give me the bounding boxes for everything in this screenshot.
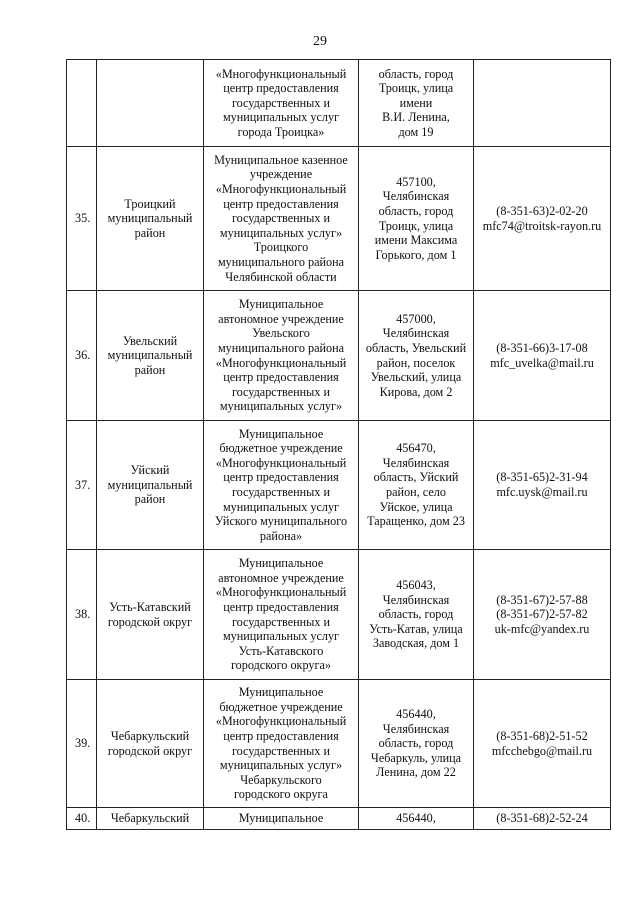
row-number: 36. [67, 291, 97, 421]
table-row [67, 291, 611, 421]
organization-cell: Муниципальное бюджетное учреждение «Многофункциональный центр предоставления государственных и муниципальных услуг Уйского муниципального района» [204, 421, 359, 550]
address-cell: 456440, [359, 808, 474, 830]
municipality-cell: Троицкий муниципальный район [97, 147, 204, 291]
row-number [67, 60, 97, 147]
contacts-cell: (8-351-66)3-17-08 mfc_uvelka@mail.ru [474, 291, 611, 421]
organization-cell: «Многофункциональный центр предоставления государственных и муниципальных услуг города Троицка» [204, 60, 359, 147]
organization-cell: Муниципальное казенное учреждение «Многофункциональный центр предоставления государственных и муниципальных услуг» Троицкого муниципального района Челябинской области [204, 147, 359, 291]
address-cell: 456043, Челябинская область, город Усть-Катав, улица Заводская, дом 1 [359, 550, 474, 680]
address-cell: область, город Троицк, улица имени В.И. Ленина, дом 19 [359, 60, 474, 147]
address-cell: 456440, Челябинская область, город Чебаркуль, улица Ленина, дом 22 [359, 680, 474, 808]
municipality-cell: Усть-Катавский городской округ [97, 550, 204, 680]
table-row [67, 550, 611, 680]
contacts-cell: (8-351-63)2-02-20 mfc74@troitsk-rayon.ru [474, 147, 611, 291]
table-row [67, 680, 611, 808]
contacts-cell [474, 60, 611, 147]
municipality-cell: Чебаркульский [97, 808, 204, 830]
organization-cell: Муниципальное бюджетное учреждение «Многофункциональный центр предоставления государственных и муниципальных услуг» Чебаркульского городского округа [204, 680, 359, 808]
row-number: 39. [67, 680, 97, 808]
address-cell: 457100, Челябинская область, город Троицк, улица имени Максима Горького, дом 1 [359, 147, 474, 291]
table-row [67, 808, 611, 830]
row-number: 37. [67, 421, 97, 550]
municipality-cell: Уйский муниципальный район [97, 421, 204, 550]
municipality-cell: Увельский муниципальный район [97, 291, 204, 421]
contacts-cell: (8-351-65)2-31-94 mfc.uysk@mail.ru [474, 421, 611, 550]
address-cell: 456470, Челябинская область, Уйский район, село Уйское, улица Таращенко, дом 23 [359, 421, 474, 550]
row-number: 38. [67, 550, 97, 680]
table-row [67, 60, 611, 147]
row-number: 40. [67, 808, 97, 830]
contacts-cell: (8-351-68)2-51-52 mfcchebgo@mail.ru [474, 680, 611, 808]
municipality-cell: Чебаркульский городской округ [97, 680, 204, 808]
contacts-cell: (8-351-67)2-57-88 (8-351-67)2-57-82 uk-mfc@yandex.ru [474, 550, 611, 680]
organization-cell: Муниципальное автономное учреждение «Многофункциональный центр предоставления государственных и муниципальных услуг Усть-Катавского городского округа» [204, 550, 359, 680]
organization-cell: Муниципальное [204, 808, 359, 830]
contacts-cell: (8-351-68)2-52-24 [474, 808, 611, 830]
page-number: 29 [313, 34, 327, 49]
mfc-registry-table [66, 59, 611, 830]
table-row [67, 147, 611, 291]
address-cell: 457000, Челябинская область, Увельский район, поселок Увельский, улица Кирова, дом 2 [359, 291, 474, 421]
municipality-cell [97, 60, 204, 147]
table-row [67, 421, 611, 550]
organization-cell: Муниципальное автономное учреждение Увельского муниципального района «Многофункциональный центр предоставления государственных и муниципальных услуг» [204, 291, 359, 421]
row-number: 35. [67, 147, 97, 291]
